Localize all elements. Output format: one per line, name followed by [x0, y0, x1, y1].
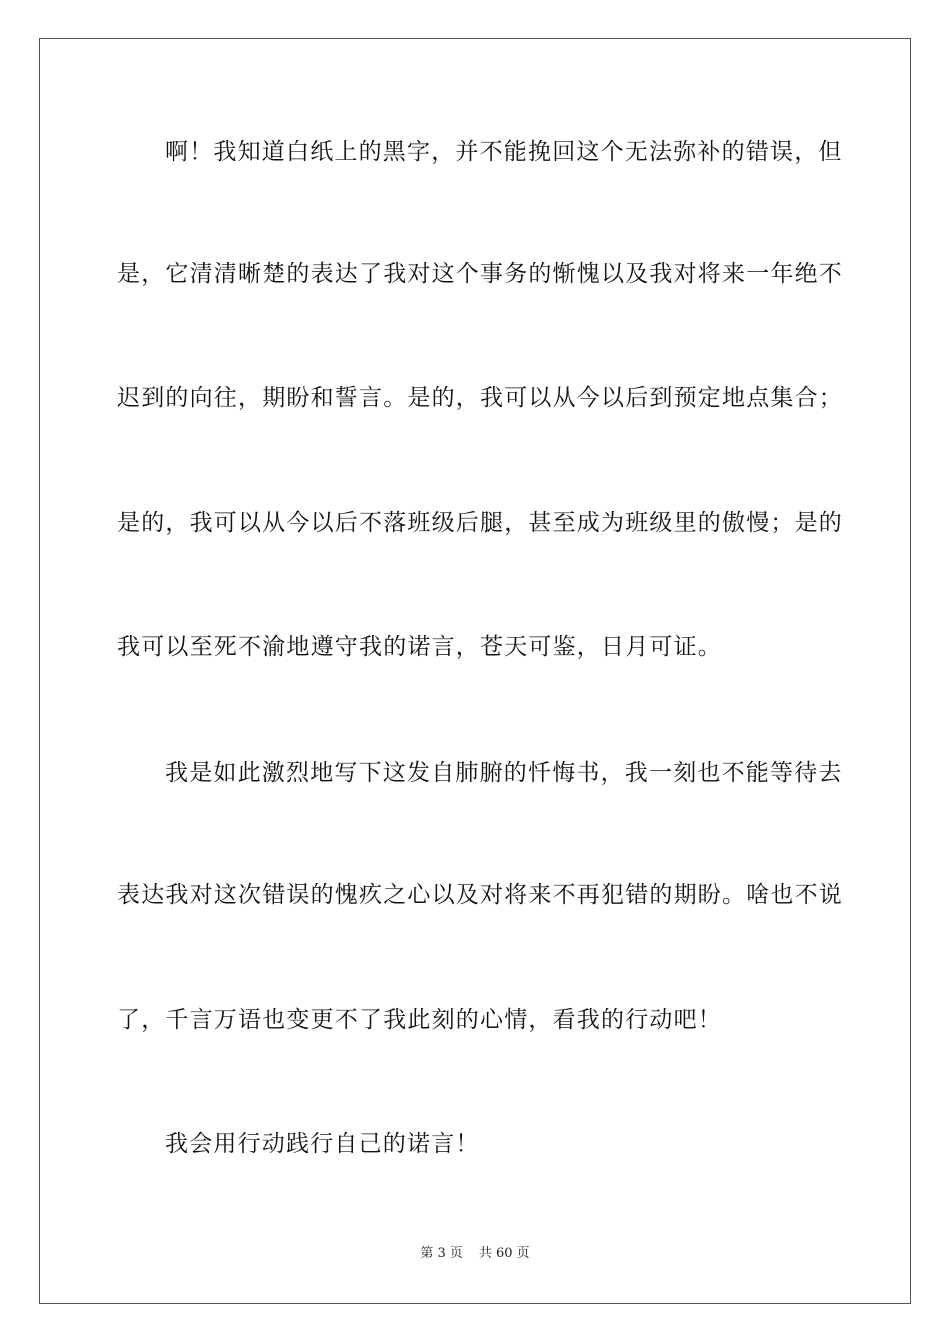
paragraph-line: 了，千言万语也变更不了我此刻的心情，看我的行动吧！ [117, 1007, 722, 1033]
paragraph-line: 我会用行动践行自己的诺言！ [165, 1131, 480, 1157]
paragraph-line: 啊！我知道白纸上的黑字，并不能挽回这个无法弥补的错误，但 [165, 139, 843, 165]
paragraph-line: 迟到的向往，期盼和誓言。是的，我可以从今以后到预定地点集合； [117, 385, 843, 411]
paragraph-line: 我可以至死不渝地遵守我的诺言，苍天可鉴，日月可证。 [117, 634, 722, 660]
page-footer [0, 1245, 950, 1263]
paragraph-line: 我是如此激烈地写下这发自肺腑的忏悔书，我一刻也不能等待去 [165, 760, 843, 786]
page-border [39, 38, 911, 1304]
paragraph-line: 是，它清清晰楚的表达了我对这个事务的惭愧以及我对将来一年绝不 [117, 261, 843, 287]
page-total: 共 60 页 [478, 1246, 530, 1261]
paragraph-line: 表达我对这次错误的愧疚之心以及对将来不再犯错的期盼。啥也不说 [117, 882, 843, 908]
page-number: 第 3 页 [420, 1246, 463, 1261]
paragraph-line: 是的，我可以从今以后不落班级后腿，甚至成为班级里的傲慢；是的 [117, 510, 843, 536]
